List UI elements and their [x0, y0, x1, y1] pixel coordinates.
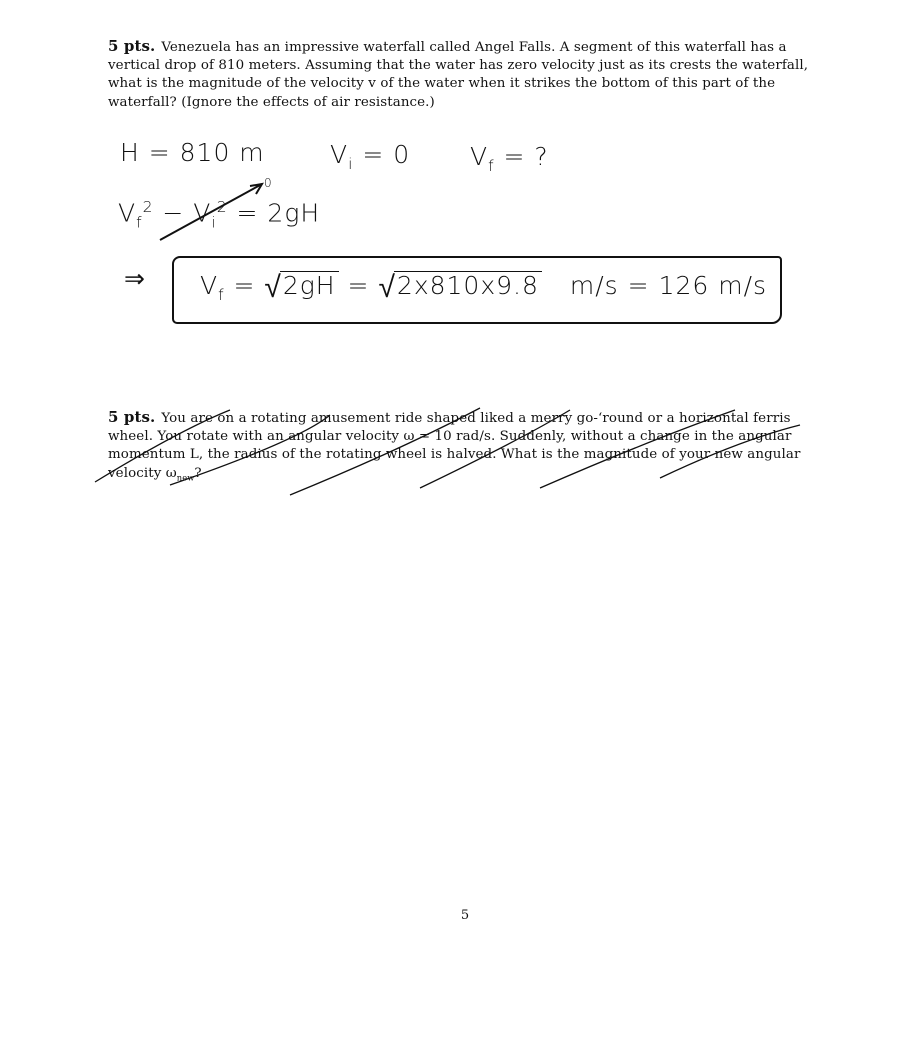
kinematics-equation	[118, 198, 320, 231]
problem-2-end: ?	[194, 465, 202, 481]
given-initial-velocity	[330, 140, 410, 173]
ans-sqrt-numeric: 2x810x9.8	[394, 271, 542, 300]
page-number: 5	[460, 908, 470, 923]
problem-1-text: Venezuela has an impressive waterfall called Angel Falls. A segment of this waterfall has a vertical drop of 810 meters. Assuming that the water has zero velocity just as its crests the waterfall, what is the magnitude of the velocity v of the water when it strikes the bottom of this part of the waterfall? (Ignore the effects of air resistance.)	[108, 40, 809, 110]
ans-equals-1: =	[224, 271, 265, 300]
vi-subscript: i	[348, 155, 354, 173]
eq-vi-symbol: V	[193, 198, 212, 228]
eq-vi-subscript: i	[211, 213, 217, 232]
final-answer	[200, 270, 767, 305]
implies-arrow: ⇒	[124, 264, 146, 293]
problem-2-points: 5 pts.	[108, 408, 156, 426]
given-height: H = 810 m	[120, 138, 265, 167]
eq-vf-power: 2	[142, 198, 154, 216]
crossout-zero-annotation: 0	[264, 176, 272, 190]
eq-vf-symbol: V	[118, 198, 137, 228]
eq-vi-power: 2	[216, 198, 228, 216]
problem-1-points: 5 pts.	[108, 37, 156, 55]
vi-value: = 0	[353, 140, 411, 169]
eq-minus: −	[153, 198, 194, 228]
ans-sqrt-2gh: 2gH	[280, 271, 339, 300]
sqrt-symbol-1: √	[264, 270, 282, 305]
problem-2	[108, 408, 823, 486]
vi-symbol: V	[330, 140, 349, 169]
ans-equals-3: =	[618, 271, 659, 300]
given-final-velocity	[470, 142, 549, 175]
sqrt-symbol-2: √	[378, 270, 396, 305]
eq-rhs: = 2gH	[227, 198, 321, 228]
ans-equals-2: =	[338, 271, 379, 300]
eq-vf-subscript: f	[136, 213, 143, 232]
omega-new-subscript: new	[176, 472, 195, 483]
vf-value: = ?	[494, 142, 549, 171]
ans-vf-symbol: V	[200, 271, 219, 300]
problem-1	[108, 37, 823, 112]
ans-result: 126 m/s	[658, 271, 768, 300]
vf-symbol: V	[470, 142, 489, 171]
ans-vf-subscript: f	[218, 286, 225, 304]
crossout-vi-arrowhead	[250, 184, 262, 194]
ans-unit: m/s	[569, 271, 619, 300]
vf-subscript: f	[488, 157, 495, 175]
problem-2-text: You are on a rotating amusement ride shaped liked a merry go-‘round or a horizontal ferris wheel. You rotate with an angular velocity ω = 10 rad/s. Suddenly, without a change in the angular momentum L, the radius of the rotating wheel is halved. What is the magnitude of your new angular velocity ω	[108, 411, 801, 481]
